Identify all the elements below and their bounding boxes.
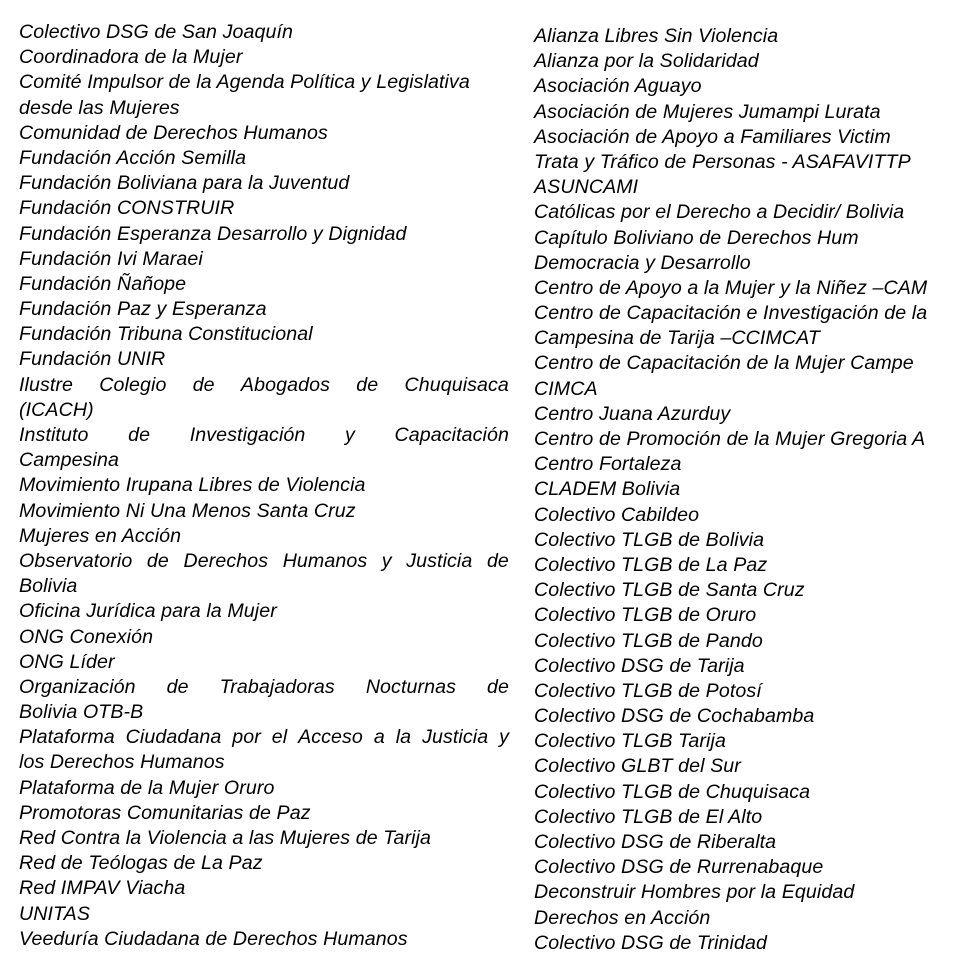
- list-item: Colectivo TLGB de Oruro: [534, 604, 757, 627]
- word: Observatorio: [19, 549, 133, 572]
- list-item: Colectivo DSG de Tarija: [534, 654, 745, 677]
- list-item: Colectivo DSG de Cochabamba: [534, 705, 815, 728]
- word: Humanos: [282, 549, 368, 572]
- list-item: Mujeres en Acción: [19, 524, 182, 547]
- word: de: [487, 675, 509, 698]
- list-item: Fundación Acción Semilla: [19, 146, 247, 169]
- word: a: [373, 726, 385, 749]
- list-item: desde las Mujeres: [19, 96, 180, 119]
- list-item: Red Contra la Violencia a las Mujeres de Tarija: [19, 827, 432, 849]
- list-item: Centro de Promoción de la Mujer Gregoria A: [534, 428, 926, 450]
- list-item: ONG Líder: [19, 650, 115, 673]
- list-item: Promotoras Comunitarias de Paz: [19, 801, 311, 824]
- word: Capacitación: [394, 424, 509, 446]
- list-item: [19, 373, 509, 398]
- list-item: Comité Impulsor de la Agenda Política y Legislativa: [19, 71, 470, 94]
- list-item: Plataforma de la Mujer Oruro: [19, 776, 275, 799]
- list-item: Capítulo Boliviano de Derechos Hum: [534, 226, 859, 249]
- list-item: Red IMPAV Viacha: [19, 877, 186, 900]
- list-item: Oficina Jurídica para la Mujer: [19, 600, 277, 623]
- list-item: (ICACH): [19, 398, 94, 421]
- list-item: [19, 725, 509, 750]
- word: Chuquisaca: [404, 373, 509, 396]
- list-item: Campesina de Tarija –CCIMCAT: [534, 327, 820, 350]
- list-item: Colectivo TLGB de Bolivia: [534, 528, 765, 551]
- list-item: [19, 423, 509, 448]
- word: y: [344, 424, 355, 446]
- word: de: [486, 549, 509, 572]
- word: Colegio: [99, 373, 167, 396]
- word: por: [232, 726, 261, 749]
- list-item: Colectivo Cabildeo: [534, 503, 700, 526]
- list-item: Centro de Apoyo a la Mujer y la Niñez –CAM: [534, 276, 928, 299]
- word: Trabajadoras: [219, 675, 335, 698]
- word: Nocturnas: [365, 675, 457, 698]
- word: de: [128, 424, 151, 446]
- word: de: [356, 373, 379, 396]
- word: el: [271, 726, 288, 749]
- organization-list-right: [534, 24, 960, 956]
- list-item: Colectivo TLGB de La Paz: [534, 553, 768, 576]
- list-item: Alianza Libres Sin Violencia: [534, 25, 779, 47]
- word: Justicia: [406, 549, 473, 572]
- list-item: Asociación Aguayo: [534, 75, 702, 98]
- word: Derechos: [183, 549, 269, 572]
- word: Investigación: [189, 424, 306, 446]
- word: Ilustre: [19, 373, 74, 396]
- list-item: Bolivia: [19, 575, 78, 598]
- word: Plataforma: [19, 726, 115, 749]
- list-item: Colectivo TLGB de Pando: [534, 629, 763, 652]
- list-item: Fundación CONSTRUIR: [19, 197, 235, 220]
- word: de: [166, 675, 189, 698]
- list-item: Colectivo DSG de Riberalta: [534, 831, 777, 853]
- list-item: Fundación Boliviana para la Juventud: [19, 172, 350, 195]
- word: Ciudadana: [125, 726, 222, 749]
- list-item: ONG Conexión: [19, 625, 154, 648]
- list-item: Veeduría Ciudadana de Derechos Humanos: [19, 927, 408, 950]
- list-item: Colectivo GLBT del Sur: [534, 755, 741, 778]
- list-item: [19, 549, 509, 574]
- list-item: Asociación de Apoyo a Familiares Victim: [534, 125, 891, 148]
- word: Instituto: [19, 424, 89, 446]
- list-item: Alianza por la Solidaridad: [534, 50, 759, 73]
- list-item: los Derechos Humanos: [19, 751, 225, 774]
- list-item: Deconstruir Hombres por la Equidad: [534, 881, 855, 904]
- list-item: [19, 675, 509, 700]
- word: Abogados: [240, 373, 330, 396]
- list-item: Fundación UNIR: [19, 348, 166, 371]
- list-item: Movimiento Irupana Libres de Violencia: [19, 474, 366, 497]
- list-item: Colectivo TLGB Tarija: [534, 730, 726, 753]
- list-item: Fundación Ñañope: [19, 272, 187, 295]
- word: Justicia: [422, 726, 489, 749]
- list-item: Centro Juana Azurduy: [534, 402, 731, 425]
- list-item: Centro Fortaleza: [534, 453, 682, 476]
- word: Acceso: [298, 726, 363, 749]
- list-item: Derechos en Acción: [534, 906, 711, 929]
- list-item: Colectivo DSG de San Joaquín: [19, 21, 294, 43]
- list-item: Colectivo TLGB de El Alto: [534, 805, 763, 828]
- list-item: Democracia y Desarrollo: [534, 251, 751, 274]
- list-item: CLADEM Bolivia: [534, 478, 681, 501]
- list-item: Trata y Tráfico de Personas - ASAFAVITTP: [534, 150, 911, 173]
- list-item: Fundación Esperanza Desarrollo y Dignidad: [19, 222, 407, 245]
- list-item: Colectivo TLGB de Santa Cruz: [534, 579, 805, 602]
- list-item: Centro de Capacitación e Investigación de la: [534, 302, 928, 325]
- list-item: Católicas por el Derecho a Decidir/ Bolivia: [534, 201, 905, 224]
- list-item: CIMCA: [534, 377, 598, 400]
- word: de: [192, 373, 215, 396]
- list-item: Comunidad de Derechos Humanos: [19, 121, 328, 144]
- word: y: [381, 549, 392, 572]
- list-item: Bolivia OTB-B: [19, 701, 144, 724]
- list-item: Asociación de Mujeres Jumampi Lurata: [534, 100, 881, 123]
- list-item: Fundación Paz y Esperanza: [19, 298, 267, 321]
- list-item: Fundación Ivi Maraei: [19, 247, 203, 270]
- list-item: Campesina: [19, 449, 120, 472]
- word: Organización: [19, 675, 136, 698]
- list-item: Movimiento Ni Una Menos Santa Cruz: [19, 499, 356, 522]
- organization-list-left: [19, 20, 509, 952]
- word: de: [146, 549, 169, 572]
- list-item: Centro de Capacitación de la Mujer Campe: [534, 352, 914, 375]
- list-item: Colectivo DSG de Rurrenabaque: [534, 856, 824, 879]
- list-item: Fundación Tribuna Constitucional: [19, 323, 313, 346]
- list-item: ASUNCAMI: [534, 176, 639, 199]
- list-item: Colectivo DSG de Trinidad: [534, 931, 768, 954]
- word: la: [395, 726, 412, 749]
- list-item: Colectivo TLGB de Chuquisaca: [534, 780, 811, 803]
- word: y: [499, 726, 509, 749]
- list-item: UNITAS: [19, 902, 90, 925]
- list-item: Red de Teólogas de La Paz: [19, 852, 263, 875]
- list-item: Coordinadora de la Mujer: [19, 46, 243, 69]
- list-item: Colectivo TLGB de Potosí: [534, 679, 762, 702]
